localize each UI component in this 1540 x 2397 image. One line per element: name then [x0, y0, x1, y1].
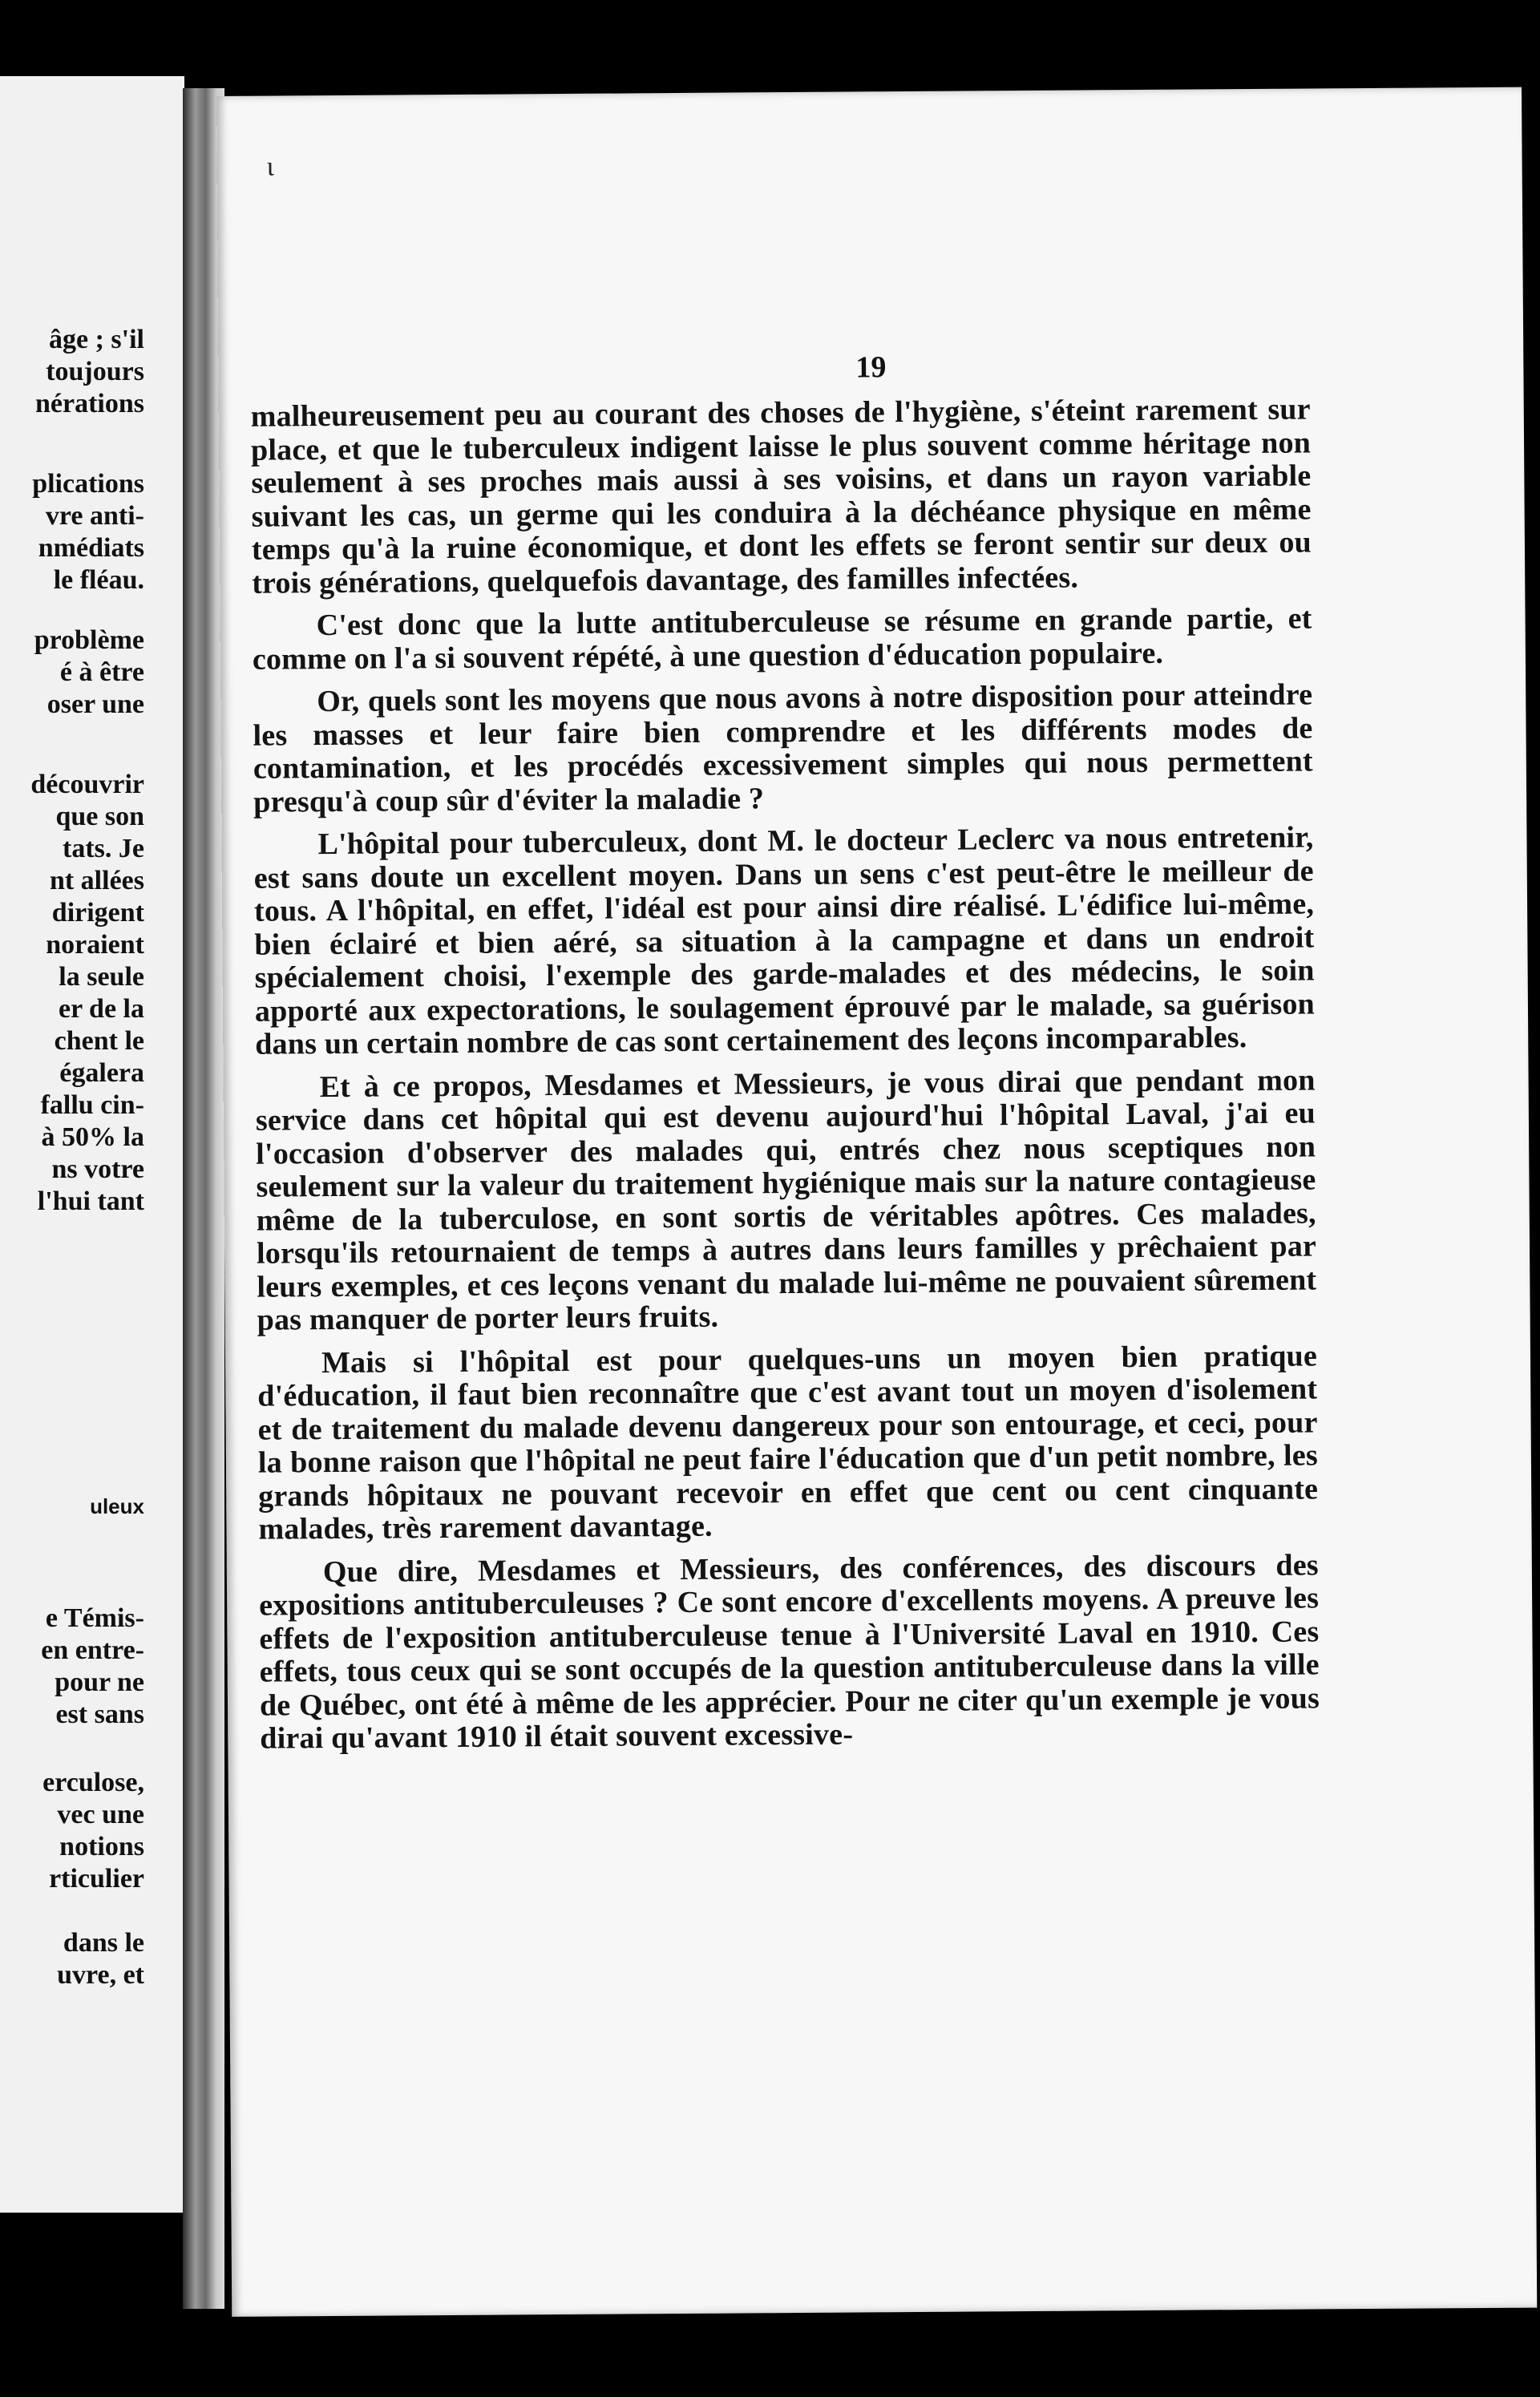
left-page-line: notions	[59, 1832, 144, 1861]
left-page-line: à 50% la	[41, 1122, 144, 1152]
paragraph: Et à ce propos, Mesdames et Messieurs, je vous dirai que pendant mon service dans cet hôpital qui est devenu aujourd'hui l'hôpital Laval, j'ai eu l'occasion d'observer des malades qui, entrés chez nous sceptiques non seulement sur la valeur du traitement hygiénique mais sur la nature contagieuse même de la tuberculose, en sont sortis de véritables apôtres. Ces malades, lorsqu'ils retournaient de temps à autres dans leurs familles y prêchaient par leurs exemples, et ces leçons venant du malade lui-même ne pouvaient sûrement pas manquer de porter leurs fruits.	[255, 1062, 1317, 1337]
left-page-line: tats. Je	[63, 834, 144, 863]
left-page-line: problème	[34, 625, 144, 655]
page-number: 19	[855, 350, 887, 385]
left-page-line: rticulier	[49, 1864, 144, 1894]
left-page-line: plications	[32, 469, 144, 499]
paragraph: Mais si l'hôpital est pour quelques-uns un moyen bien pratique d'éducation, il faut bien reconnaître que c'est avant tout un moyen d'isolement et de traitement du malade devenu dangereux pour son entourage, et ceci, pour la bonne raison que l'hôpital ne peut faire l'éducation que d'un petit nombre, les grands hôpitaux ne pouvant recevoir en effet que cent ou cent cinquante malades, très rarement davantage.	[257, 1338, 1319, 1546]
body-text	[251, 393, 1320, 1765]
left-page-line: la seule	[59, 962, 144, 992]
left-page-line: pour ne	[55, 1667, 144, 1697]
left-page-line: chent le	[54, 1026, 144, 1056]
left-page-line: nérations	[35, 389, 144, 418]
left-page-line: dirigent	[51, 898, 144, 928]
paragraph: malheureusement peu au courant des choses de l'hygiène, s'éteint rarement sur place, et que le tuberculeux indigent laisse le plus souvent comme héritage non seulement à ses proches mais aussi à ses voisins, et dans un rayon variable suivant les cas, un germe qui les conduira à la déchéance physique en même temps qu'à la ruine économique, et dont les effets se feront sentir sur deux ou trois générations, quelquefois davantage, des familles infectées.	[250, 392, 1312, 600]
left-page-line: le fléau.	[53, 565, 144, 595]
paragraph: L'hôpital pour tuberculeux, dont M. le docteur Leclerc va nous entretenir, est sans doute un excellent moyen. Dans un sens c'est peut-être le meilleur de tous. A l'hôpital, en effet, l'idéal est pour ainsi dire réalisé. L'édifice lui-même, bien éclairé et bien aéré, sa situation à la campagne et dans un endroit spécialement choisi, l'exemple des garde-malades et des médecins, le soin apporté aux expectorations, le soulagement éprouvé par le malade, sa guérison dans un certain nombre de cas sont certainement des leçons incomparables.	[253, 820, 1316, 1061]
left-page-line: fallu cin-	[40, 1090, 144, 1120]
left-page-line: est sans	[55, 1700, 144, 1729]
left-page-line: noraient	[46, 930, 144, 960]
left-page-line: é à être	[59, 657, 144, 687]
left-page-line: er de la	[58, 994, 144, 1024]
right-page	[216, 87, 1537, 2317]
left-page-line: dans le	[63, 1928, 144, 1958]
left-page-line: vec une	[57, 1800, 144, 1829]
left-page-line: vre anti-	[45, 501, 144, 531]
left-page-line: oser une	[46, 689, 144, 719]
left-page-heading-fragment: uleux	[90, 1494, 144, 1518]
left-page-line: nmédiats	[38, 533, 144, 563]
left-page-line: que son	[55, 802, 144, 831]
paragraph: C'est donc que la lutte antituberculeuse se résume en grande partie, et comme on l'a si souvent répété, à une question d'éducation populaire.	[252, 601, 1312, 677]
paragraph: Or, quels sont les moyens que nous avons à notre disposition pour atteindre les masses et leur faire bien comprendre et les différents modes de contamination, et les procédés excessivement simples qui nous permettent presqu'à coup sûr d'éviter la maladie ?	[253, 677, 1313, 819]
left-page-line: uvre, et	[57, 1960, 144, 1990]
left-page-line: e Témis-	[45, 1603, 144, 1633]
left-page-line: toujours	[46, 357, 144, 386]
paragraph: Que dire, Mesdames et Messieurs, des conférences, des discours des expositions antituberculeuses ? Ce sont encore d'excellents moyens. A preuve les effets de l'exposition antituberculeuse tenue à l'Université Laval en 1910. Ces effets, tous ceux qui se sont occupés de la question antituberculeuse dans la ville de Québec, ont été à même de les apprécier. Pour ne citer qu'un exemple je vous dirai qu'avant 1910 il était souvent excessive-	[258, 1547, 1320, 1756]
left-page	[0, 76, 184, 2213]
left-page-line: erculose,	[42, 1768, 144, 1797]
left-page-line: découvrir	[30, 770, 144, 799]
left-page-line: âge ; s'il	[49, 325, 144, 354]
margin-mark: ι	[266, 152, 274, 182]
left-page-line: l'hui tant	[37, 1186, 144, 1216]
left-page-line: en entre-	[41, 1635, 144, 1665]
left-page-line: ns votre	[51, 1154, 144, 1184]
left-page-line: égalera	[59, 1058, 144, 1088]
left-page-line: nt allées	[49, 866, 144, 895]
